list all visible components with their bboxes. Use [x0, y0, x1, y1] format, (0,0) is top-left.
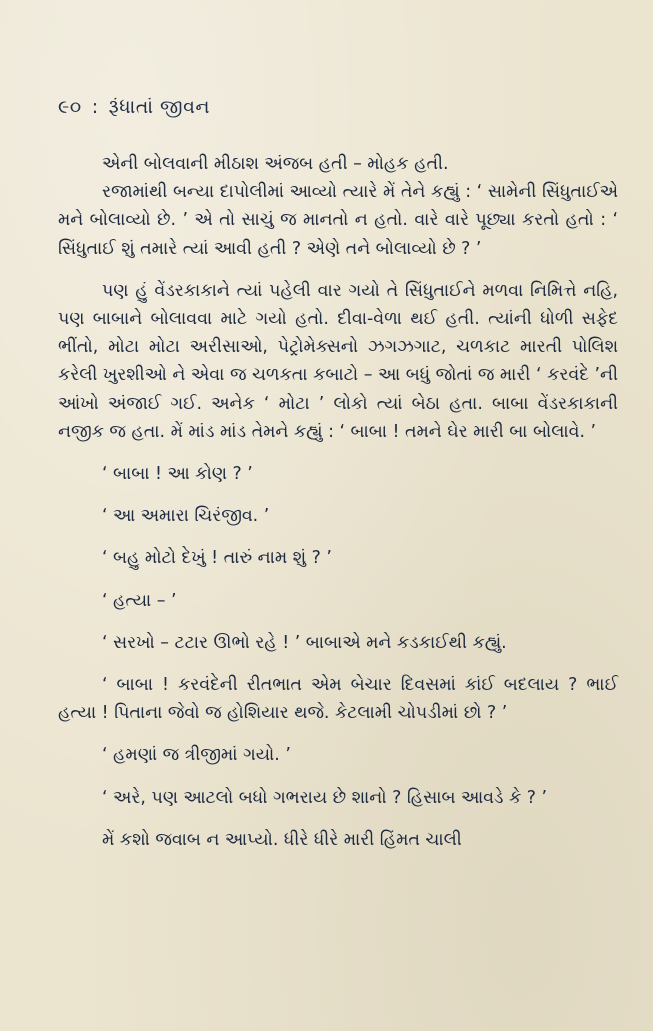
- header-separator: :: [91, 96, 99, 118]
- page-number: ૯૦: [58, 96, 82, 118]
- dialogue-line: ‘ બહુ મોટો દેખું ! તારું નામ શું ? ’: [102, 548, 332, 569]
- paragraph: રજામાંથી બન્યા દાપોલીમાં આવ્યો ત્યારે મેં તેને કહ્યું : ‘ સામેની સિંધુતાઈએ મને બોલાવ્યો છે. ’ એ તો સાચું જ માનતો ન હતો. વારે વારે પૂછ્યા કરતો હતો : ‘ સિંધુતાઈ શું તમારે ત્યાં આવી હતી ? એણે તને બોલાવ્યો છે ? ’: [58, 182, 618, 259]
- paragraph: મેં કશો જવાબ ન આપ્યો. ધીરે ધીરે મારી હિંમત ચાલી: [102, 829, 462, 850]
- page-body: [58, 150, 618, 854]
- dialogue-line: ‘ બાબા ! કરવંદેની રીતભાત એમ બેચાર દિવસમાં કાંઈ બદલાય ? ભાઈ હત્યા ! પિતાના જેવો જ હોશિયાર થજે. કેટલામી ચોપડીમાં છો ? ’: [58, 675, 618, 724]
- dialogue-line: ‘ હત્યા – ’: [102, 590, 177, 611]
- dialogue-line: ‘ અરે, પણ આટલો બધો ગભરાય છે શાનો ? હિસાબ આવડે કે ? ’: [102, 787, 548, 808]
- chapter-title: રૂંધાતાં જીવન: [108, 96, 211, 118]
- dialogue-line: ‘ આ અમારા ચિરંજીવ. ’: [102, 506, 270, 527]
- running-header: [58, 96, 210, 118]
- paragraph: એની બોલવાની મીઠાશ અંજબ હતી – મોહક હતી.: [102, 154, 449, 174]
- dialogue-line: ‘ હમણાં જ ત્રીજીમાં ગયો. ’: [102, 745, 291, 766]
- paragraph: પણ હું વેંડરકાકાને ત્યાં પહેલી વાર ગયો તે સિંધુતાઈને મળવા નિમિત્તે નહિ, પણ બાબાને બોલાવવા માટે ગયો હતો. દીવા-વેળા થઈ હતી. ત્યાંની ધોળી સફેદ ભીંતો, મોટા મોટા અરીસાઓ, પેટ્રોમેક્સનો ઝગઝગાટ, ચળકાટ મારતી પોલિશ કરેલી ખુરશીઓ ને એવા જ ચળકતા કબાટો – આ બધું જોતાં જ મારી ‘ કરવંદે ’ની આંખો અંજાઈ ગઈ. અનેક ‘ મોટા ’ લોકો ત્યાં બેઠા હતા. બાબા વેંડરકાકાની નજીક જ હતા. મેં માંડ માંડ તેમને કહ્યું : ‘ બાબા ! તમને ઘેર મારી બા બોલાવે. ’: [58, 280, 618, 442]
- dialogue-line: ‘ સરખો – ટટાર ઊભો રહે ! ’ બાબાએ મને કડકાઈથી કહ્યું.: [102, 632, 507, 653]
- dialogue-line: ‘ બાબા ! આ કોણ ? ’: [102, 464, 253, 485]
